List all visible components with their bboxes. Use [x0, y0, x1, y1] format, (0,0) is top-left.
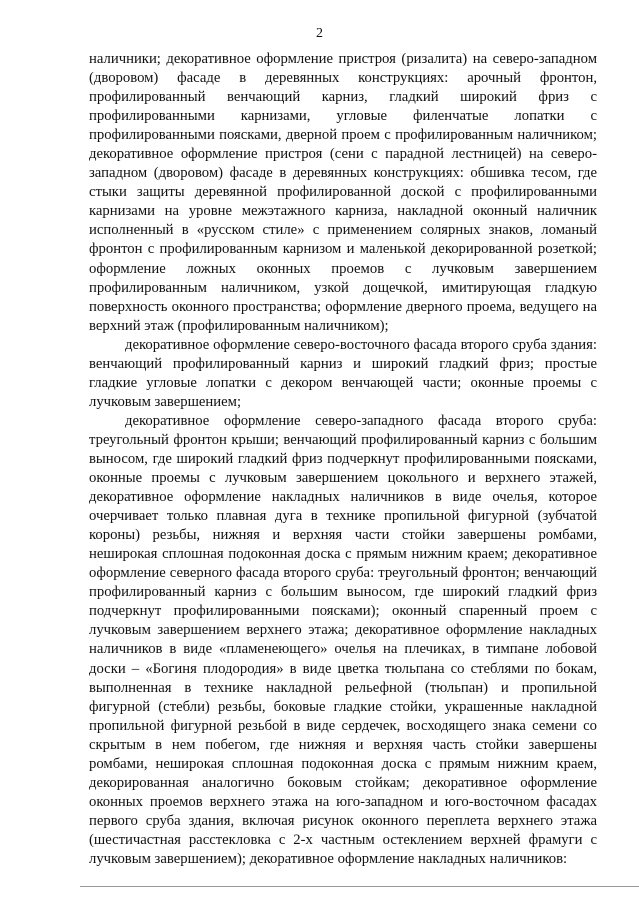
paragraph-3: декоративное оформление северо-западного фасада второго сруба: треугольный фронтон крыши; венчающий профилированный карниз с большим выносом, где широкий гладкий фриз подчеркнут профилированными поясками, оконные проемы с лучковым завершением цокольного и верхнего этажей, декоративное оформление накладных наличников в виде очелья, которое очерчивает только плавная дуга в технике пропильной фигурной (зубчатой короны) резьбы, нижняя и верхняя части стойки завершены ромбами, неширокая сплошная подоконная доска с прямым нижним краем; декоративное оформление северного фасада второго сруба: треугольный фронтон; венчающий профилированный карниз с большим выносом, где широкий гладкий фриз подчеркнут профилированными поясками); оконный спаренный проем с лучковым завершением верхнего этажа; декоративное оформление накладных наличников в виде «пламенеющего» очелья на плечиках, в тимпане лобовой доски – «Богиня плодородия» в виде цветка тюльпана со стеблями по бокам, выполненная в технике накладной рельефной (тюльпан) и пропильной фигурной (стебли) резьбы, боковые гладкие стойки, украшенные накладной пропильной фигурной резьбой в виде сердечек, восходящего знака семени со скрытым в нем побегом, где нижняя и верхняя часть стойки завершены ромбами, неширокая сплошная подоконная доска с прямым нижним краем, декорированная аналогично боковым стойкам; декоративное оформление оконных проемов верхнего этажа на юго-западном и юго-восточном фасадах первого сруба здания, включая рисунок оконного переплета верхнего этажа (шестичастная расстекловка с 2-х частным остеклением верхней фрамуги с лучковым завершением); декоративное оформление накладных наличников:: [89, 412, 597, 867]
page-bottom-rule: [80, 886, 639, 887]
document-body: [89, 50, 597, 869]
paragraph-2: декоративное оформление северо-восточного фасада второго сруба здания: венчающий профилированный карниз и широкий гладкий фриз; простые гладкие угловые лопатки с декором венчающей части; оконные проемы с лучковым завершением;: [89, 336, 597, 410]
paragraph-1: наличники; декоративное оформление пристроя (ризалита) на северо-западном (дворовом) фасаде в деревянных конструкциях: арочный фронтон, профилированный венчающий карниз, гладкий широкий фриз с профилированными карнизами, угловые филенчатые лопатки с профилированными поясками, дверной проем с профилированным наличником; декоративное оформление пристроя (сени с парадной лестницей) на северо-западном (дворовом) фасаде в деревянных конструкциях: обшивка тесом, где стыки защиты деревянной профилированной доской с профилированными карнизами на уровне межэтажного карниза, накладной оконный наличник исполненный в «русском стиле» с применением солярных знаков, ломаный фронтон с профилированным карнизом и маленькой декорированной розеткой; оформление ложных оконных проемов с лучковым завершением профилированным наличником, узкой дощечкой, имитирующая гладкую поверхность оконного пространства; оформление дверного проема, ведущего на верхний этаж (профилированным наличником);: [89, 51, 597, 334]
page-number: 2: [316, 26, 323, 41]
